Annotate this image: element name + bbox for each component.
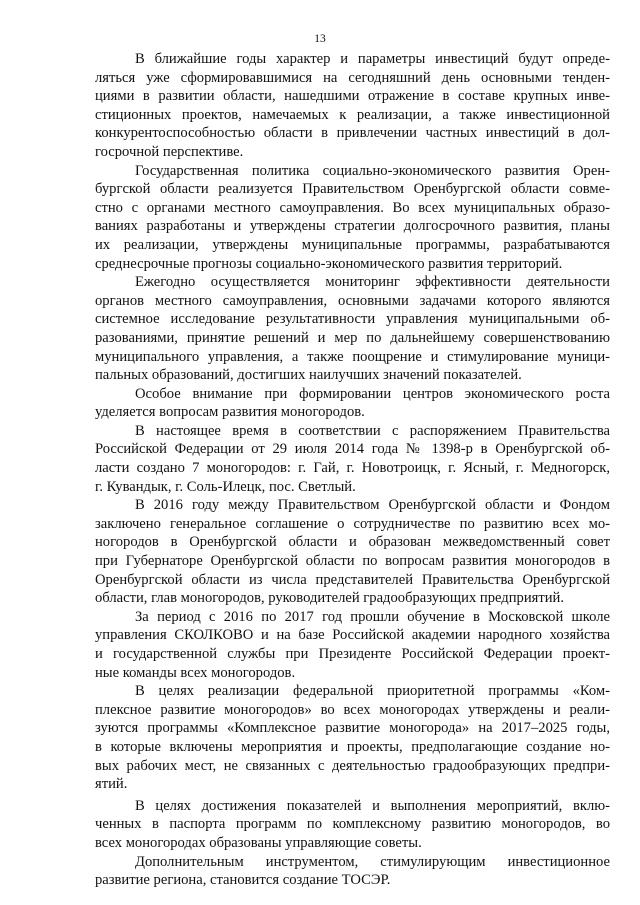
text-line: вых рабочих мест, не связанных с деятельностью градообразующих предпри- <box>95 757 610 774</box>
text-line: плексное развитие моногородов» во всех моногородах утверждены и реали- <box>95 701 610 718</box>
text-line: системное исследование результативности управления муниципальными об- <box>95 311 610 328</box>
text-line: В ближайшие годы характер и параметры инвестиций будут опреде- <box>135 51 610 67</box>
text-line: В настоящее время в соответствии с распоряжением Правительства <box>135 422 610 439</box>
page-number: 13 <box>314 33 326 45</box>
text-line: ные команды всех моногородов. <box>95 664 296 681</box>
text-line: и государственной службы при Президенте Российской Федерации проект- <box>95 646 610 662</box>
text-line: ченных в паспорта программ по комплексному развитию моногородов, во <box>95 816 610 833</box>
text-line: бургской области реализуется Правительством Оренбургской области совме- <box>95 181 610 198</box>
text-line: уделяется вопросам развития моногородов. <box>95 404 365 421</box>
text-line: управления СКОЛКОВО и на базе Российской академии народного хозяйства <box>95 627 610 644</box>
text-line: Ежегодно осуществляется мониторинг эффективности деятельности <box>135 274 610 291</box>
text-line: ногородов в Оренбургской области и образован межведомственный совет <box>95 534 610 551</box>
text-line: ятий. <box>95 776 128 793</box>
text-line: ваниях разработаны и утверждены стратегии долгосрочного развития, планы <box>95 218 610 235</box>
text-line: заключено генеральное соглашение о сотрудничестве по развитию всех мо- <box>95 515 610 532</box>
text-line: их реализации, утверждены муниципальные программы, разрабатываются <box>95 236 610 253</box>
text-line: пальных образований, достигших наилучших значений показателей. <box>95 367 522 384</box>
text-line: области, глав моногородов, руководителей градообразующих предприятий. <box>95 590 565 607</box>
text-line: органов местного самоуправления, основными задачами которого являются <box>95 292 610 309</box>
text-line: всех моногородах образованы управляющие советы. <box>95 834 422 851</box>
text-line: стно с органами местного самоуправления. Во всех муниципальных образо- <box>95 199 610 216</box>
text-line: развитие региона, становится создание ТОСЭР. <box>95 872 391 889</box>
text-line: среднесрочные прогнозы социально-экономического развития территорий. <box>95 255 563 272</box>
text-line: В целях реализации федеральной приоритетной программы «Ком- <box>135 683 610 700</box>
text-line: стиционных проектов, намечаемых к реализации, а также инвестиционной <box>95 106 610 123</box>
text-line: в которые включены мероприятия и проекты, предполагающие создание но- <box>95 738 610 755</box>
text-line: В 2016 году между Правительством Оренбургской области и Фондом <box>135 497 610 514</box>
text-line: муниципального управления, а также поощрение и стимулирование муници- <box>95 348 610 365</box>
text-line: Особое внимание при формировании центров экономического роста <box>135 385 610 402</box>
text-line: при Губернаторе Оренбургской области по вопросам развития моногородов в <box>95 553 610 570</box>
text-line: г. Кувандык, г. Соль-Илецк, пос. Светлый. <box>95 478 356 495</box>
text-line: Российской Федерации от 29 июля 2014 года № 1398-р в Оренбургской об- <box>95 441 610 458</box>
text-line: разованиями, принятие решений и мер по дальнейшему совершенствованию <box>95 329 610 346</box>
text-line: госрочной перспективе. <box>95 143 244 160</box>
text-line: ласти создано 7 моногородов: г. Гай, г. Новотроицк, г. Ясный, г. Медногорск, <box>95 460 610 477</box>
text-line: За период с 2016 по 2017 год прошли обучение в Московской школе <box>135 608 610 625</box>
text-line: Дополнительным инструментом, стимулирующим инвестиционное <box>135 853 610 870</box>
text-line: зуются программы «Комплексное развитие моногорода» на 2017–2025 годы, <box>95 720 610 737</box>
body-text <box>95 50 610 890</box>
text-line: конкурентоспособностью области в привлечении частных инвестиций в дол- <box>95 125 610 142</box>
text-line: Оренбургской области из числа представителей Правительства Оренбургской <box>95 571 610 588</box>
text-line: Государственная политика социально-экономического развития Орен- <box>135 162 610 179</box>
text-line: ляться уже сформировавшимися на сегодняшний день основными тенден- <box>95 69 610 86</box>
text-line: циями в развитии области, нашедшими отражение в составе крупных инве- <box>95 88 610 105</box>
text-line: В целях достижения показателей и выполнения мероприятий, вклю- <box>135 797 610 814</box>
